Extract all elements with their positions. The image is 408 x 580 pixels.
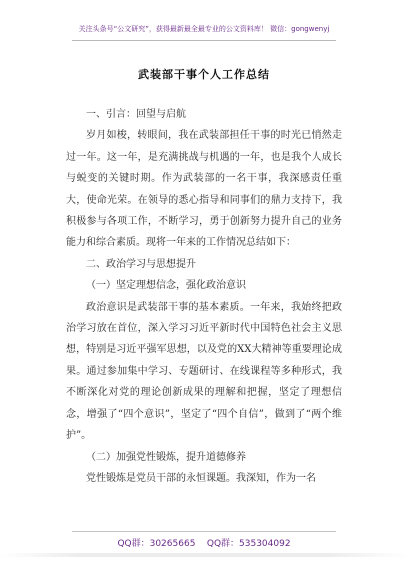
- subsection-heading-ideals: （一）坚定理想信念，强化政治意识: [86, 280, 246, 292]
- footer-qq-groups: QQ群：30265665 QQ群：535304092: [117, 539, 291, 549]
- paragraph-party-spirit: 党性锻炼是党员干部的永恒课题。我深知，作为一名: [86, 472, 316, 484]
- subsection-heading-party-spirit: （二）加强党性锻炼，提升道德修养: [86, 451, 246, 463]
- document-title: 武装部干事个人工作总结: [138, 68, 270, 81]
- document-body: [66, 104, 342, 489]
- section-heading-intro: 一、引言：回望与启航: [86, 109, 186, 120]
- paragraph-political-awareness: 政治意识是武装部干事的基本素质。一年来，我始终把政治学习放在首位，深入学习习近平新时代中国特色社会主义思想，特别是习近平强军思想，以及党的XX大精神等重要理论成果。通过参加集中学习、专题研讨、在线课程等多种形式，我不断深化对党的理论创新成果的理解和把握，坚定了理想信念，增强了“四个意识”，坚定了“四个自信”，做到了“两个维护”。: [66, 301, 342, 442]
- header-divider: [72, 40, 336, 41]
- footer-divider: [72, 531, 336, 532]
- paragraph-intro: 岁月如梭，转眼间，我在武装部担任干事的时光已悄然走过一年。这一年，是充满挑战与机遇的一年，也是我个人成长与蜕变的关键时期。作为武装部的一名干事，我深感责任重大，使命光荣。在领导的悉心指导和同事们的鼎力支持下，我积极参与各项工作，不断学习，勇于创新努力提升自己的业务能力和综合素质。现将一年来的工作情况总结如下：: [66, 130, 342, 249]
- header-note: 关注头条号“公文研究”，获得最新最全最专业的公文资料库！ 微信：gongwenyj: [78, 25, 330, 33]
- footer-bar: [0, 553, 408, 557]
- section-heading-political-study: 二、政治学习与思想提升: [86, 258, 196, 270]
